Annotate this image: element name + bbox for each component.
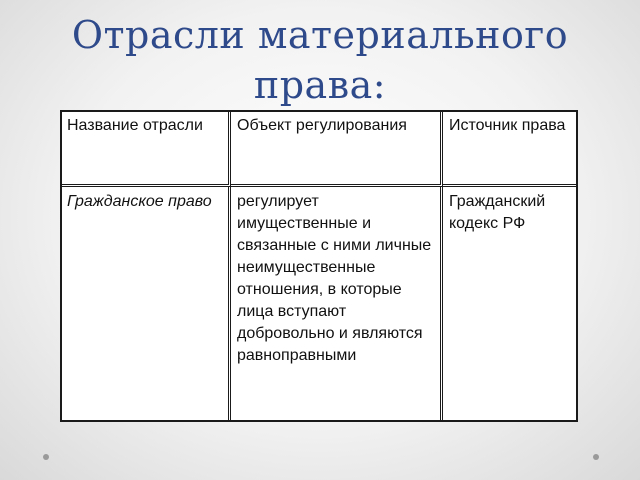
header-law-source: Источник права xyxy=(443,111,577,187)
slide-title: Отрасли материального права: xyxy=(71,13,569,107)
cell-regulation-object: регулирует имущественные и связанные с ними личные неимущественные отношения, в которые лица вступают добровольно и являются равноправными xyxy=(231,187,443,421)
table-row xyxy=(61,187,577,421)
cell-law-source: Гражданский кодекс РФ xyxy=(449,193,546,232)
branch-table xyxy=(60,110,578,422)
header-regulation-object: Объект регулирования xyxy=(231,111,443,187)
cell-branch-name: Гражданское право xyxy=(61,187,231,421)
previous-slide-dot-icon[interactable] xyxy=(43,454,49,460)
next-slide-dot-icon[interactable] xyxy=(593,454,599,460)
table-header-row xyxy=(61,111,577,187)
header-branch-name: Название отрасли xyxy=(61,111,231,187)
